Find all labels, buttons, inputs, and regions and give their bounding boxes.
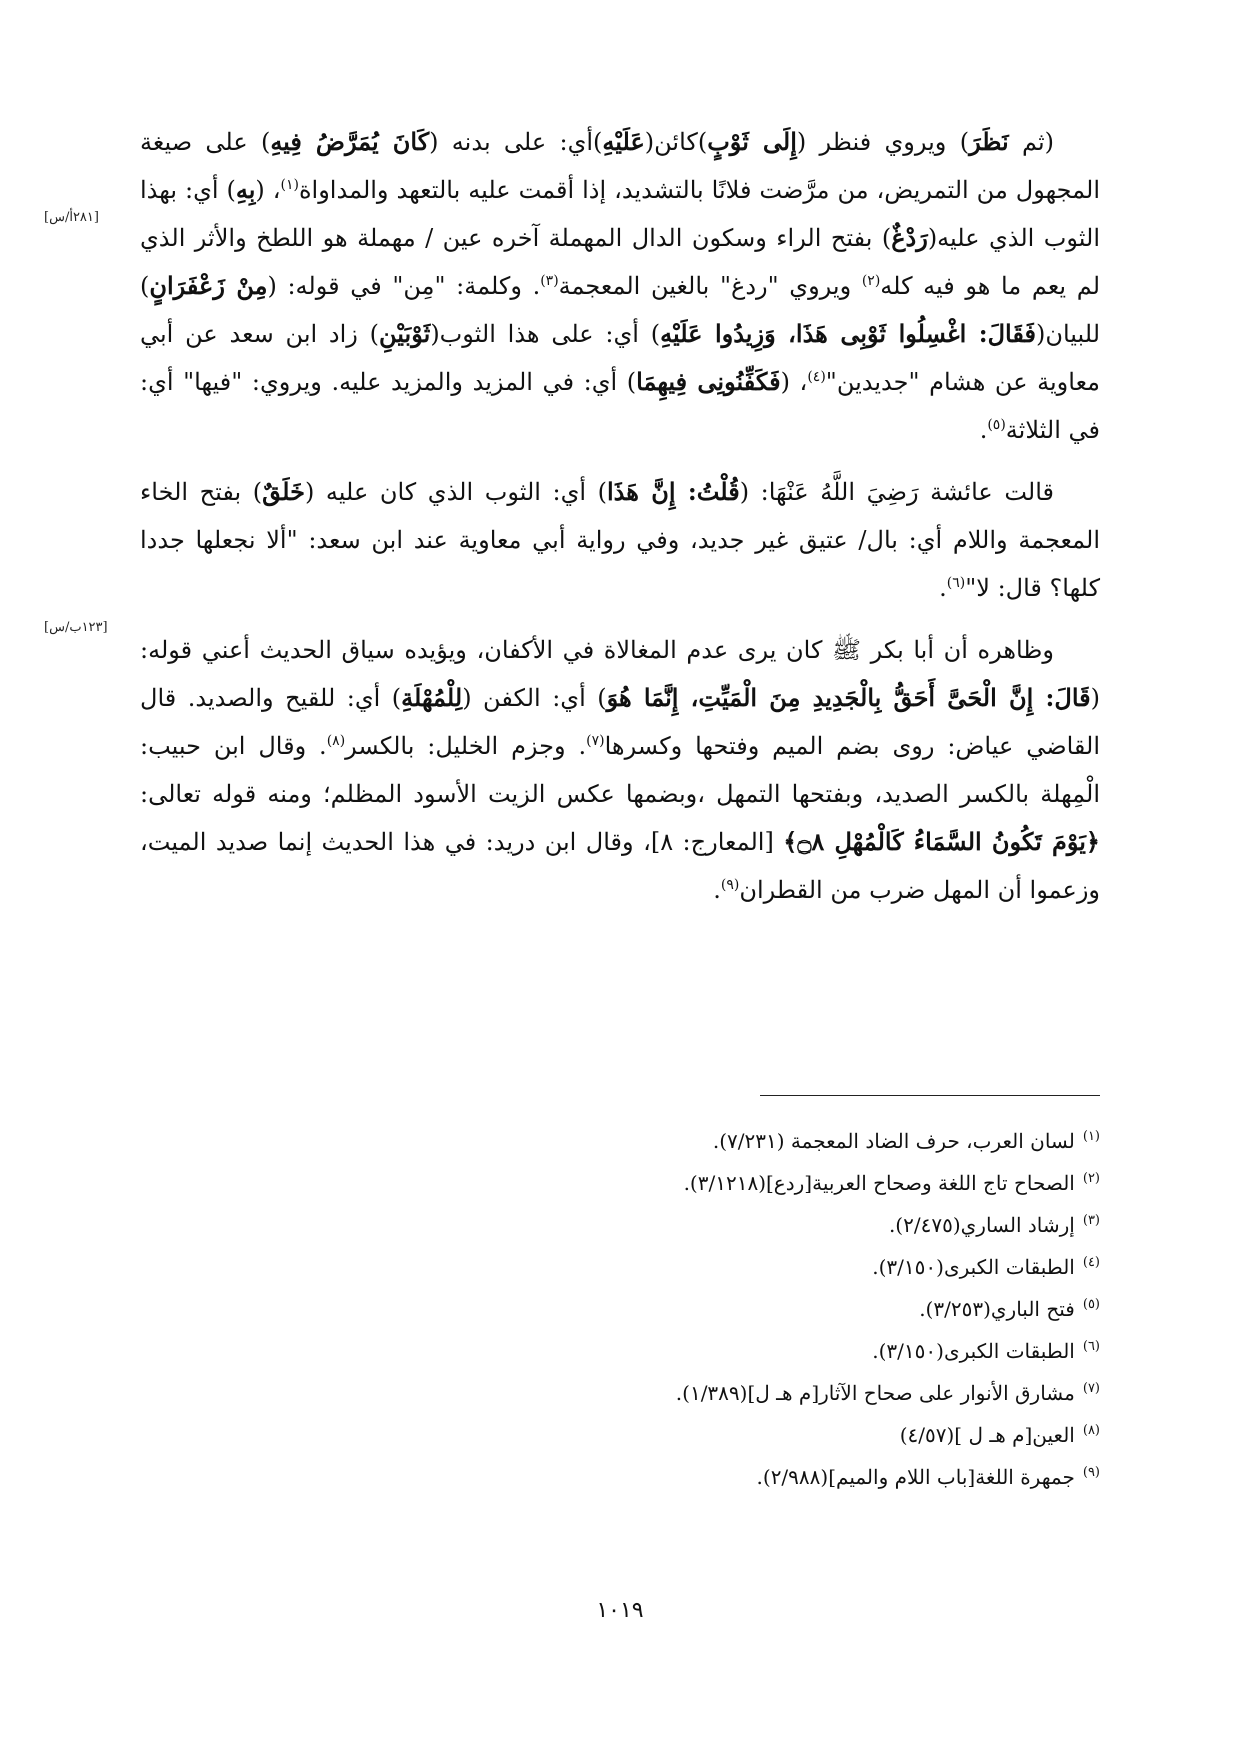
footnote-item	[340, 1456, 1100, 1498]
marginal-folio-note: [٢٨١أ/س]	[44, 210, 99, 225]
footnote-number: (١)	[1082, 1129, 1100, 1145]
bold-hadith-text: قُلْتُ: إِنَّ هَذَا	[607, 477, 740, 506]
paragraph-2: قالت عائشة رَضِيَ اللَّهُ عَنْهَا: (قُلْتُ: إِنَّ هَذَا) أي: الثوب الذي كان عليه (خَلَقٌ) بفتح الخاء المعجمة واللام أي: بال/ عتيق غير جديد، وفي رواية أبي معاوية عند ابن سعد: "ألا نجعلها جددا كلها؟ قال: لا"$^{(٦)}$.	[140, 477, 1100, 602]
bold-hadith-text: نَظَرَ	[969, 127, 1009, 156]
paragraph-3: وظاهره أن أبا بكر ﷺ كان يرى عدم المغالاة في الأكفان، ويؤيده سياق الحديث أعني قوله: (قَالَ: إِنَّ الْحَىَّ أَحَقُّ بِالْجَدِيدِ مِنَ الْمَيِّتِ، إِنَّمَا هُوَ) أي: الكفن (لِلْمُهْلَةِ) أي: للقيح والصديد. قال القاضي عياض: روى بضم الميم وفتحها وكسرها$^{(٧)}$. وجزم الخليل: بالكسر$^{(٨)}$. وقال ابن حبيب: الْمِهلة بالكسر الصديد، وبفتحها التمهل ،وبضمها عكس الزيت الأسود المظلم؛ ومنه قوله تعالى: ﴿يَوْمَ تَكُونُ السَّمَاءُ كَالْمُهْلِ ۝٨﴾ [المعارج: ٨]، وقال ابن دريد: في هذا الحديث إنما صديد الميت، وزعموا أن المهل ضرب من القطران$^{(٩)}$.	[140, 636, 1101, 904]
footnote-number: (٢)	[1082, 1171, 1100, 1187]
footnote-text: فتح الباري(٣/٢٥٣).	[919, 1297, 1075, 1321]
footnote-text: الطبقات الكبرى(٣/١٥٠).	[872, 1339, 1075, 1363]
footnote-number: (٥)	[1082, 1297, 1100, 1313]
footnote-reference: (٣)	[540, 273, 559, 289]
bold-hadith-text: بِهِ	[235, 175, 256, 204]
footnote-text: إرشاد الساري(٢/٤٧٥).	[888, 1213, 1075, 1237]
footnote-item	[340, 1246, 1100, 1288]
footnote-number: (٣)	[1082, 1213, 1100, 1229]
footnote-item	[340, 1372, 1100, 1414]
bold-hadith-text: إِلَى ثَوْبٍ	[707, 127, 797, 156]
footnote-text: العين[م هـ ل ](٤/٥٧)	[899, 1423, 1075, 1447]
footnote-text: مشارق الأنوار على صحاح الآثار[م هـ ل](١/٣٨٩).	[675, 1381, 1075, 1405]
footnote-item	[340, 1162, 1100, 1204]
bold-hadith-text: فَكَفِّنُونِى فِيهِمَا	[636, 367, 781, 396]
bold-hadith-text: مِنْ زَعْفَرَانٍ	[149, 271, 268, 300]
footnote-reference: (٩)	[720, 877, 740, 893]
footnote-item	[340, 1288, 1100, 1330]
page-number: ١٠١٩	[596, 1598, 644, 1623]
footnote-number: (٦)	[1082, 1339, 1100, 1355]
marginal-folio-note: [١٢٣ب/س]	[44, 620, 108, 635]
footnote-item	[340, 1120, 1100, 1162]
footnote-number: (٧)	[1082, 1381, 1100, 1397]
bold-hadith-text: خَلَقٌ	[262, 477, 305, 506]
bold-hadith-text: لِلْمُهْلَةِ	[401, 683, 463, 712]
footnote-text: الصحاح تاج اللغة وصحاح العربية[ردع](٣/١٢١٨).	[683, 1171, 1075, 1195]
footnote-reference: (٨)	[326, 733, 346, 749]
paragraph-1: (ثم نَظَرَ) ويروي فنظر (إِلَى ثَوْبٍ)كائن(عَلَيْهِ)أي: على بدنه (كَانَ يُمَرَّضُ فِيهِ) على صيغة المجهول من التمريض، من مرَّضت فلانًا بالتشديد، إذا أقمت عليه بالتعهد والمداواة$^{(١)}$، (بِهِ) أي: بهذا الثوب الذي عليه(رَدْغٌ) بفتح الراء وسكون الدال المهملة آخره عين / مهملة هو اللطخ والأثر الذي لم يعم ما هو فيه كله$^{(٢)}$ ويروي "ردغ" بالغين المعجمة$^{(٣)}$. وكلمة: "مِن" في قوله: (مِنْ زَعْفَرَانٍ) للبيان(فَقَالَ: اغْسِلُوا ثَوْبِى هَذَا، وَزِيدُوا عَلَيْهِ) أي: على هذا الثوب(ثَوْبَيْنِ) زاد ابن سعد عن أبي معاوية عن هشام "جديدين"$^{(٤)}$، (فَكَفِّنُونِى فِيهِمَا) أي: في المزيد والمزيد عليه. ويروي: "فيها" أي: في الثلاثة$^{(٥)}$.	[140, 127, 1101, 444]
footnote-text: جمهرة اللغة[باب اللام والميم](٢/٩٨٨).	[756, 1465, 1075, 1489]
bold-hadith-text: عَلَيْهِ	[602, 127, 645, 156]
footnote-reference: (١)	[280, 177, 299, 193]
footnotes-list	[340, 1120, 1100, 1498]
footnote-reference: (٦)	[946, 575, 966, 591]
footnote-reference: (٤)	[807, 369, 826, 385]
bold-hadith-text: كَانَ يُمَرَّضُ فِيهِ	[270, 127, 430, 156]
footnote-text: لسان العرب، حرف الضاد المعجمة (٧/٢٣١).	[712, 1129, 1075, 1153]
footnote-number: (٨)	[1082, 1423, 1100, 1439]
bold-hadith-text: قَالَ: إِنَّ الْحَىَّ أَحَقُّ بِالْجَدِيدِ مِنَ الْمَيِّتِ، إِنَّمَا هُوَ	[606, 683, 1091, 712]
footnote-reference: (٧)	[586, 733, 605, 749]
footnote-number: (٩)	[1082, 1465, 1100, 1481]
bold-hadith-text: ثَوْبَيْنِ	[379, 319, 431, 348]
bold-hadith-text: رَدْغٌ	[891, 223, 928, 252]
main-text	[140, 118, 1100, 914]
footnote-item	[340, 1414, 1100, 1456]
footnote-item	[340, 1204, 1100, 1246]
footnote-reference: (٥)	[987, 417, 1006, 433]
footnote-separator	[760, 1095, 1100, 1096]
footnote-reference: (٢)	[861, 273, 881, 289]
bold-hadith-text: فَقَالَ: اغْسِلُوا ثَوْبِى هَذَا، وَزِيدُوا عَلَيْهِ	[660, 319, 1036, 348]
footnote-number: (٤)	[1082, 1255, 1100, 1271]
bold-hadith-text: ﴿يَوْمَ تَكُونُ السَّمَاءُ كَالْمُهْلِ ۝٨﴾	[783, 827, 1100, 856]
footnote-item	[340, 1330, 1100, 1372]
footnote-text: الطبقات الكبرى(٣/١٥٠).	[872, 1255, 1075, 1279]
